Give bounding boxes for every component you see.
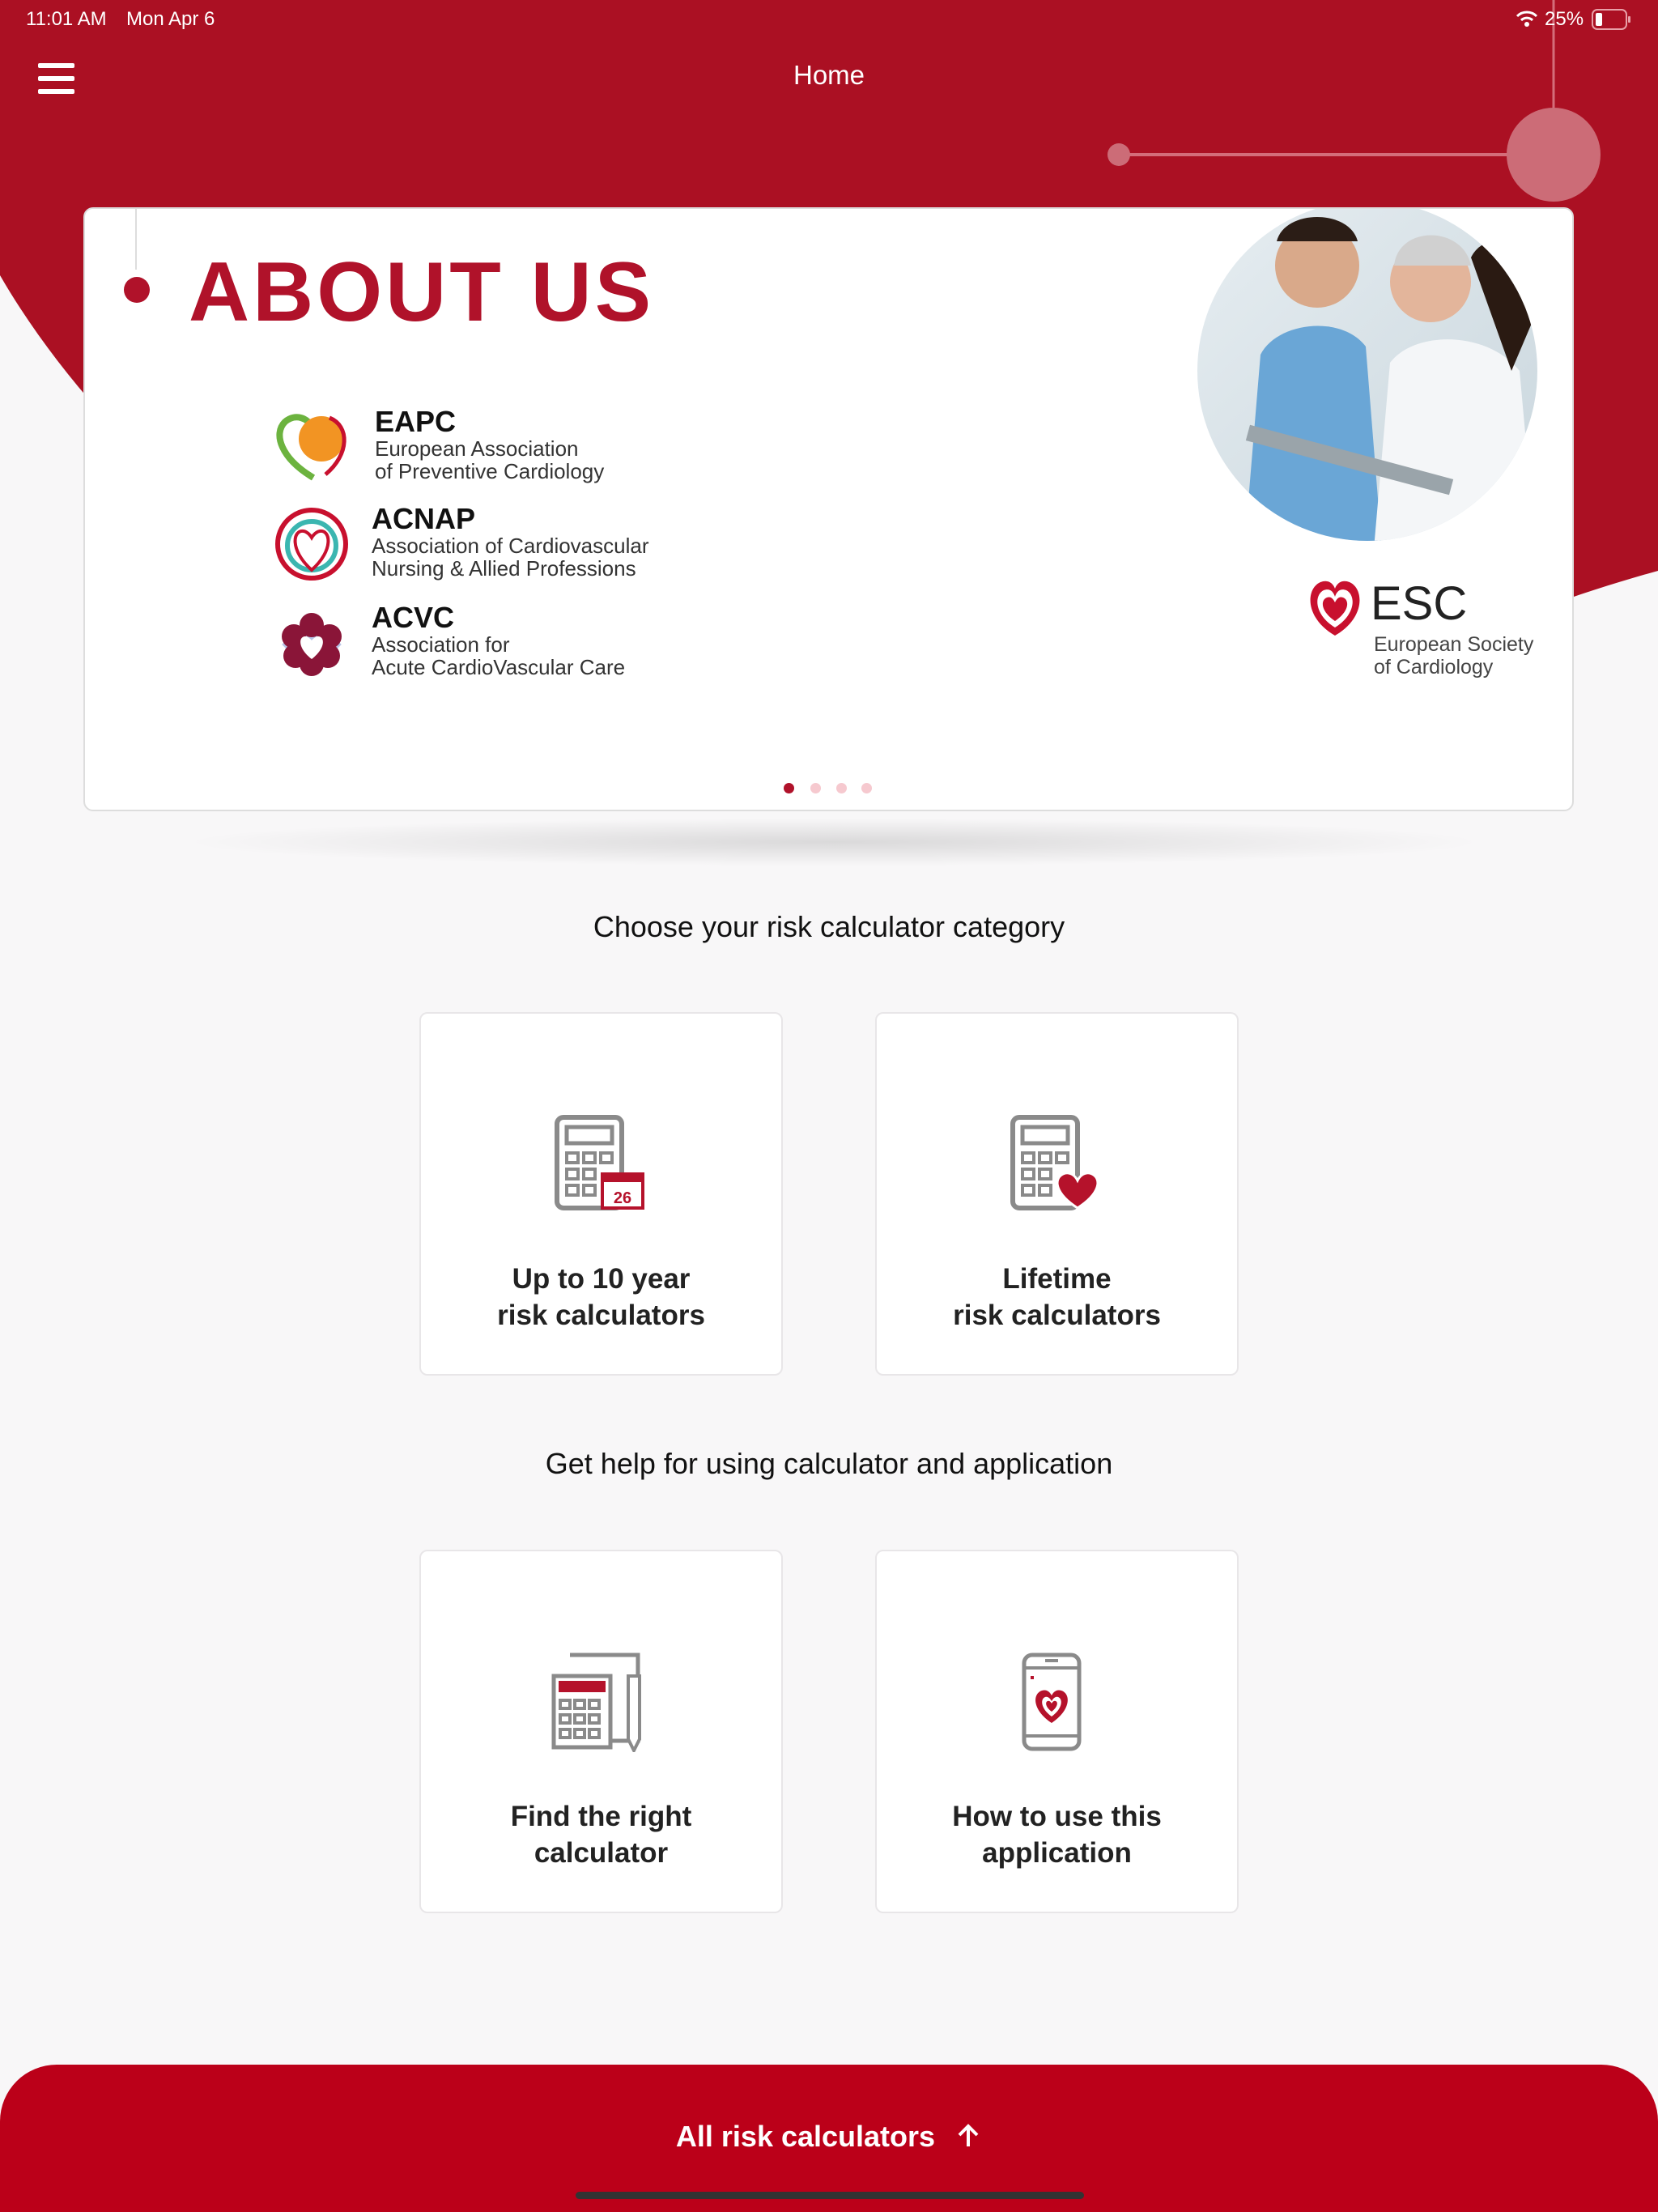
ten-year-risk-tile[interactable] bbox=[419, 1012, 783, 1376]
page-title: Home bbox=[793, 60, 865, 90]
eapc-logo-icon bbox=[273, 410, 354, 481]
calculator-document-icon bbox=[551, 1652, 648, 1752]
esc-line: European Society bbox=[1374, 633, 1534, 656]
battery-icon bbox=[1592, 9, 1632, 30]
tile-label bbox=[421, 1798, 781, 1871]
carousel-dot-2[interactable] bbox=[810, 783, 821, 793]
banner-shadow bbox=[178, 818, 1490, 866]
bullet-dot bbox=[124, 277, 150, 303]
status-date: Mon Apr 6 bbox=[126, 8, 215, 30]
all-risk-calculators-button[interactable] bbox=[0, 2065, 1658, 2212]
org-line: Nursing & Allied Professions bbox=[372, 556, 636, 581]
org-name: ACVC bbox=[372, 601, 455, 634]
decor-line bbox=[135, 209, 137, 270]
tile-label bbox=[421, 1261, 781, 1334]
tile-line: Find the right bbox=[510, 1801, 692, 1832]
org-line: Association for bbox=[372, 632, 510, 657]
lifetime-risk-tile[interactable] bbox=[875, 1012, 1239, 1376]
find-calculator-tile[interactable] bbox=[419, 1550, 783, 1913]
banner-title: ABOUT US bbox=[189, 245, 655, 339]
battery-percent: 25% bbox=[1545, 8, 1584, 30]
esc-logo-icon bbox=[1304, 577, 1366, 639]
calculator-calendar-icon bbox=[551, 1114, 648, 1211]
home-indicator[interactable] bbox=[576, 2192, 1084, 2199]
org-line: European Association bbox=[375, 436, 579, 461]
how-to-use-tile[interactable] bbox=[875, 1550, 1239, 1913]
tile-line: risk calculators bbox=[953, 1300, 1161, 1331]
acvc-logo-icon bbox=[273, 606, 351, 683]
eapc-text bbox=[375, 406, 604, 483]
bottom-label: All risk calculators bbox=[675, 2120, 936, 2153]
carousel-dot-3[interactable] bbox=[836, 783, 847, 793]
acvc-text bbox=[372, 602, 625, 678]
help-heading: Get help for using calculator and application bbox=[545, 1447, 1113, 1480]
org-line: of Preventive Cardiology bbox=[375, 459, 605, 483]
bottom-label-wrap bbox=[0, 2120, 1658, 2154]
wifi-icon bbox=[1516, 10, 1538, 28]
org-line: Acute CardioVascular Care bbox=[372, 655, 626, 679]
tile-line: How to use this bbox=[952, 1801, 1162, 1832]
esc-text bbox=[1374, 633, 1533, 678]
tile-line: Up to 10 year bbox=[512, 1263, 691, 1295]
acnap-logo-icon bbox=[273, 505, 351, 583]
tile-label bbox=[877, 1261, 1237, 1334]
tile-line: Lifetime bbox=[1002, 1263, 1112, 1295]
org-name: ACNAP bbox=[372, 502, 476, 535]
esc-line: of Cardiology bbox=[1374, 656, 1494, 678]
about-us-banner[interactable] bbox=[83, 207, 1574, 811]
acnap-text bbox=[372, 504, 649, 580]
tile-line: risk calculators bbox=[497, 1300, 705, 1331]
tile-label bbox=[877, 1798, 1237, 1871]
phone-heart-icon bbox=[1006, 1652, 1103, 1752]
tile-line: application bbox=[982, 1837, 1132, 1869]
status-time: 11:01 AM bbox=[26, 8, 107, 30]
org-name: EAPC bbox=[375, 405, 457, 438]
carousel-dot-4[interactable] bbox=[861, 783, 872, 793]
tile-line: calculator bbox=[534, 1837, 669, 1869]
doctors-photo bbox=[1196, 209, 1539, 541]
esc-name: ESC bbox=[1371, 577, 1468, 630]
org-line: Association of Cardiovascular bbox=[372, 534, 649, 558]
calculator-heart-icon bbox=[1006, 1114, 1103, 1211]
category-heading: Choose your risk calculator category bbox=[593, 910, 1065, 943]
carousel-dot-1[interactable] bbox=[784, 783, 794, 793]
calendar-day: 26 bbox=[613, 1189, 632, 1207]
arrow-up-icon bbox=[954, 2122, 982, 2150]
